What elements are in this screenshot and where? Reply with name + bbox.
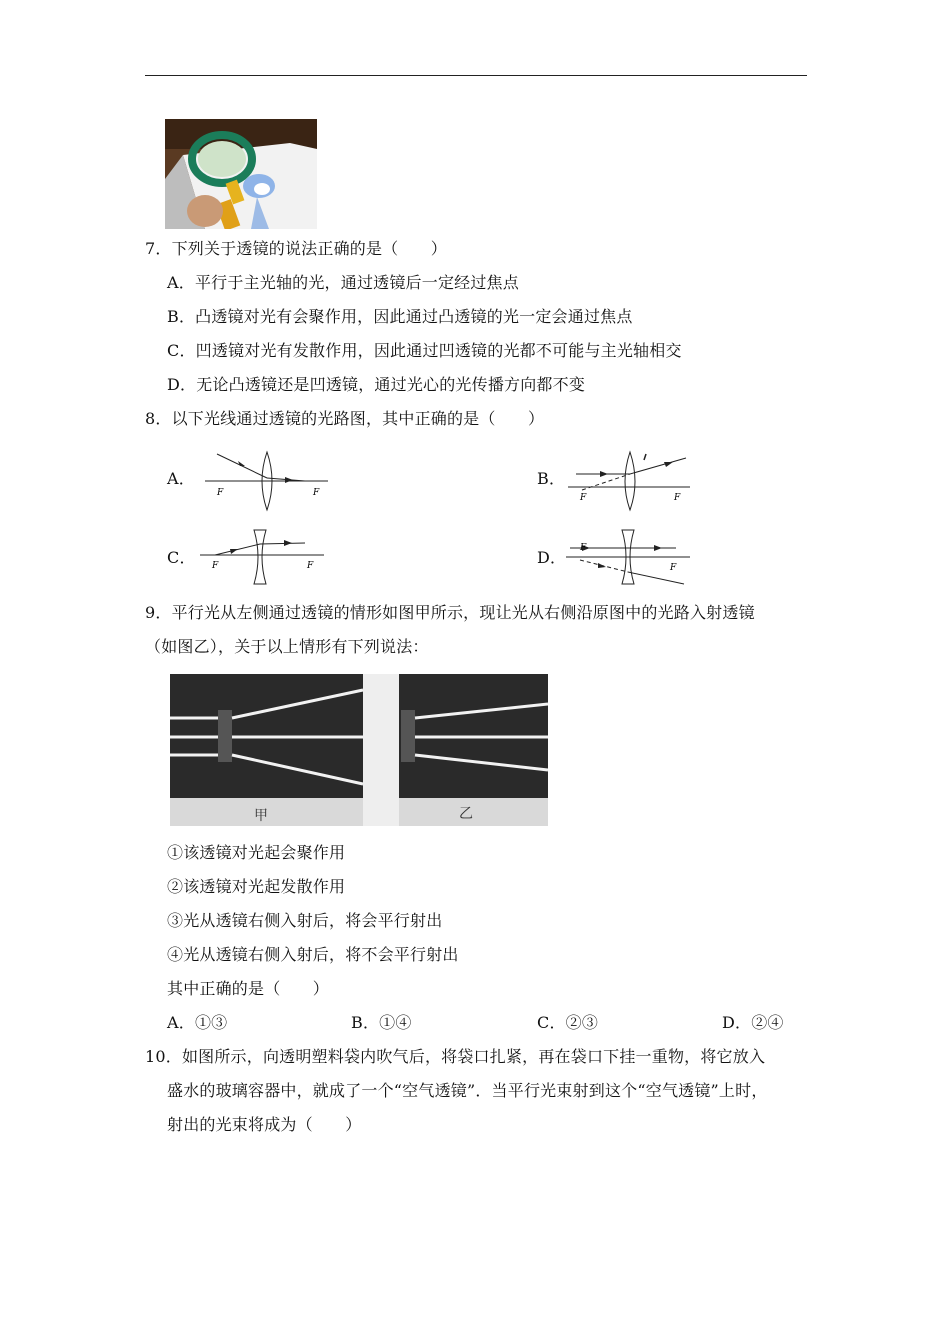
q7-option-b: B．凸透镜对光有会聚作用，因此通过凸透镜的光一定会通过焦点 <box>167 307 633 326</box>
q9-statement-3: ③光从透镜右侧入射后，将会平行射出 <box>167 911 443 930</box>
q8-diagram-c <box>200 528 328 586</box>
q8-option-a-label: A． <box>167 469 195 488</box>
q8-c-focus-right: F <box>307 561 314 571</box>
q8-option-b-label: B． <box>537 469 566 488</box>
q8-a-focus-right: F <box>313 488 320 498</box>
q8-d-focus-left: F <box>580 543 587 553</box>
q8-stem: 8．以下光线通过透镜的光路图，其中正确的是（ ） <box>145 409 545 428</box>
q8-diagram-a <box>205 450 330 512</box>
q9-figure-label-jia: 甲 <box>254 808 268 824</box>
q8-c-focus-left: F <box>212 561 219 571</box>
q9-stem-line2: （如图乙），关于以上情形有下列说法： <box>145 637 429 656</box>
q9-question: 其中正确的是（ ） <box>167 979 330 998</box>
q9-statement-4: ④光从透镜右侧入射后，将不会平行射出 <box>167 945 459 964</box>
q8-diagram-d <box>566 528 694 586</box>
header-rule <box>145 75 807 76</box>
q9-statement-2: ②该透镜对光起发散作用 <box>167 877 346 896</box>
q9-option-c: C．②③ <box>537 1013 599 1032</box>
q9-option-d: D．②④ <box>722 1013 784 1032</box>
q10-line1: 10．如图所示，向透明塑料袋内吹气后，将袋口扎紧，再在袋口下挂一重物，将它放入 <box>145 1047 766 1066</box>
q8-a-focus-left: F <box>217 488 224 498</box>
magnifier-photo <box>165 119 317 229</box>
q9-statement-1: ①该透镜对光起会聚作用 <box>167 843 346 862</box>
q8-b-focus-right: F <box>674 493 681 503</box>
q7-option-a: A．平行于主光轴的光，通过透镜后一定经过焦点 <box>167 273 519 292</box>
q8-diagram-b <box>568 450 693 512</box>
q9-figure-label-yi: 乙 <box>459 806 473 822</box>
q7-stem: 7．下列关于透镜的说法正确的是（ ） <box>145 239 447 258</box>
q9-lens-photo <box>170 674 548 826</box>
q7-option-d: D．无论凸透镜还是凹透镜，通过光心的光传播方向都不变 <box>167 375 586 394</box>
q10-line2: 盛水的玻璃容器中，就成了一个“空气透镜”．当平行光束射到这个“空气透镜”上时， <box>167 1081 768 1100</box>
q8-d-focus-right: F <box>670 563 677 573</box>
q7-option-c: C．凹透镜对光有发散作用，因此通过凹透镜的光都不可能与主光轴相交 <box>167 341 682 360</box>
q9-stem-line1: 9．平行光从左侧通过透镜的情形如图甲所示，现让光从右侧沿原图中的光路入射透镜 <box>145 603 755 622</box>
q8-option-c-label: C． <box>167 548 196 567</box>
q8-b-focus-left: F <box>580 493 587 503</box>
q8-option-d-label: D． <box>537 548 567 567</box>
q9-option-b: B．①④ <box>351 1013 412 1032</box>
q10-line3: 射出的光束将成为（ ） <box>167 1115 362 1134</box>
q9-option-a: A．①③ <box>167 1013 228 1032</box>
